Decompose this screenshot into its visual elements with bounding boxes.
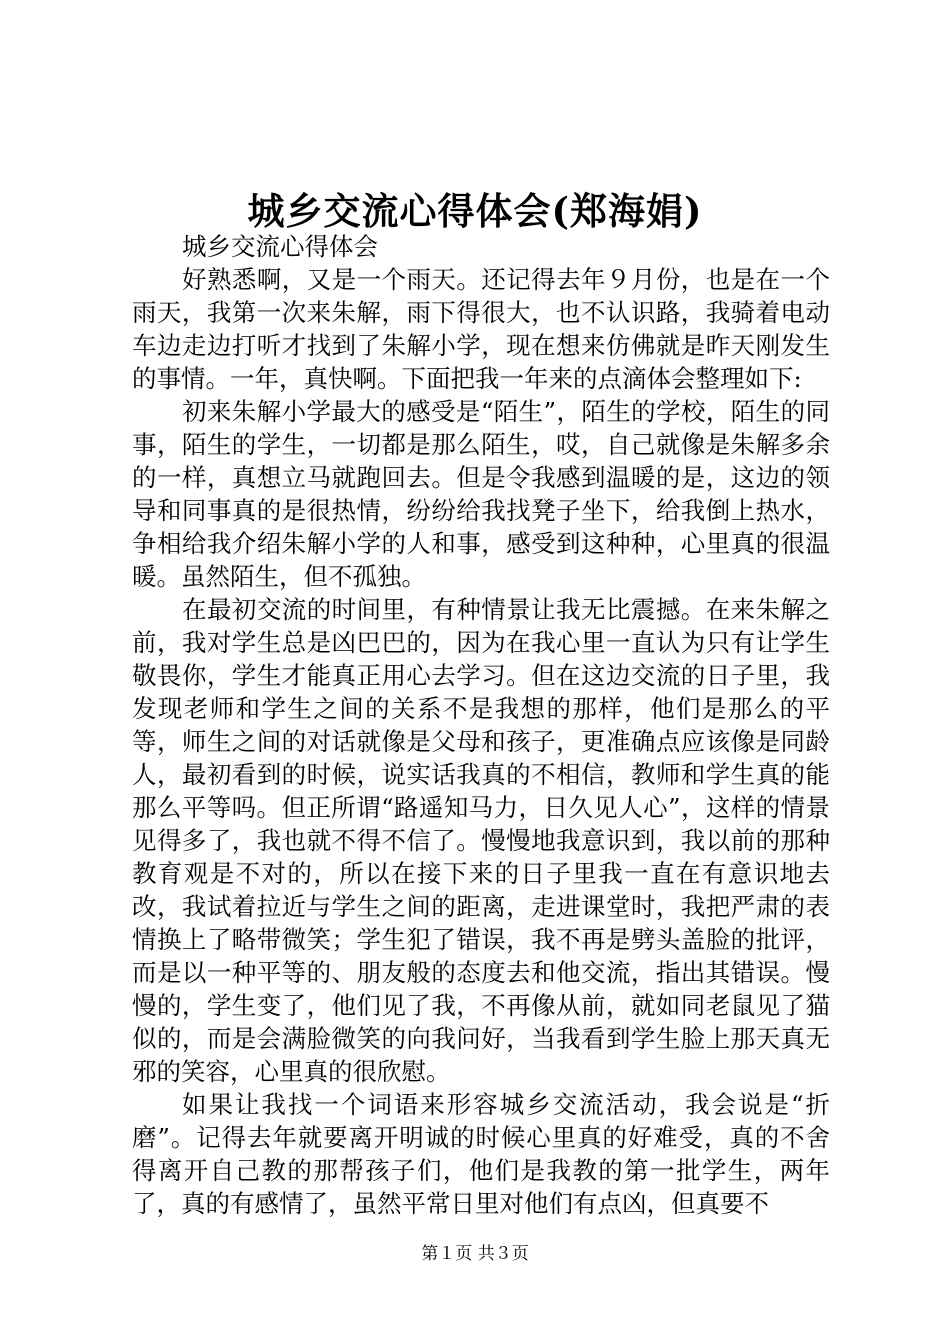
document-body (132, 230, 830, 1220)
body-paragraph: 初来朱解小学最大的感受是“陌生”，陌生的学校，陌生的同事，陌生的学生，一切都是那么陌生，哎，自己就像是朱解多余的一样，真想立马就跑回去。但是令我感到温暖的是，这边的领导和同事真的是很热情，纷纷给我找凳子坐下，给我倒上热水，争相给我介绍朱解小学的人和事，感受到这种种，心里真的很温暖。虽然陌生，但不孤独。 (132, 397, 830, 591)
body-paragraph: 如果让我找一个词语来形容城乡交流活动，我会说是“折磨”。记得去年就要离开明诚的时候心里真的好难受，真的不舍得离开自己教的那帮孩子们，他们是我教的第一批学生，两年了，真的有感情了，虽然平常日里对他们有点凶，但真要不 (132, 1090, 830, 1218)
body-paragraph-subtitle: 城乡交流心得体会 (182, 232, 378, 261)
page-number-footer: 第１页 共３页 (421, 1244, 529, 1264)
body-paragraph: 好熟悉啊，又是一个雨天。还记得去年９月份，也是在一个雨天，我第一次来朱解，雨下得很大，也不认识路，我骑着电动车边走边打听才找到了朱解小学，现在想来仿佛就是昨天刚发生的事情。一年，真快啊。下面把我一年来的点滴体会整理如下: (132, 265, 830, 393)
body-paragraph: 在最初交流的时间里，有种情景让我无比震撼。在来朱解之前，我对学生总是凶巴巴的，因为在我心里一直认为只有让学生敬畏你，学生才能真正用心去学习。但在这边交流的日子里，我发现老师和学生之间的关系不是我想的那样，他们是那么的平等，师生之间的对话就像是父母和孩子，更准确点应该像是同龄人，最初看到的时候，说实话我真的不相信，教师和学生真的能那么平等吗。但正所谓“路遥知马力，日久见人心”，这样的情景见得多了，我也就不得不信了。慢慢地我意识到，我以前的那种教育观是不对的，所以在接下来的日子里我一直在有意识地去改，我试着拉近与学生之间的距离，走进课堂时，我把严肃的表情换上了略带微笑；学生犯了错误，我不再是劈头盖脸的批评，而是以一种平等的、朋友般的态度去和他交流，指出其错误。慢慢的，学生变了，他们见了我，不再像从前，就如同老鼠见了猫似的，而是会满脸微笑的向我问好，当我看到学生脸上那天真无邪的笑容，心里真的很欣慰。 (132, 595, 830, 1086)
document-title: 城乡交流心得体会(郑海娟) (247, 189, 703, 233)
